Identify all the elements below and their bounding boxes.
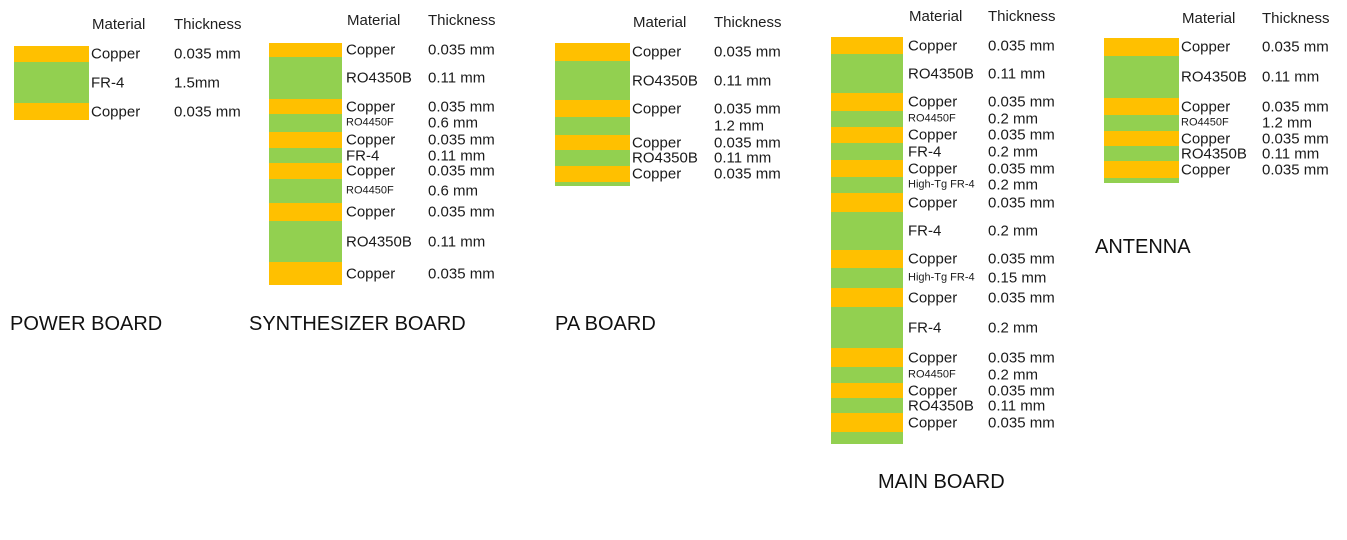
thickness-label: 0.2 mm — [988, 366, 1039, 384]
thickness-label: 0.11 mm — [714, 149, 772, 167]
dielectric-band — [14, 62, 89, 103]
copper-band — [831, 37, 903, 54]
thickness-label: 0.035 mm — [988, 126, 1055, 144]
board-power-board — [10, 0, 264, 540]
material-column-header: Material — [347, 12, 401, 29]
thickness-label: 0.2 mm — [988, 110, 1039, 128]
layer-row — [269, 132, 519, 148]
material-label: RO4450F — [346, 184, 394, 197]
thickness-label: 0.035 mm — [714, 134, 781, 151]
layer-stack — [555, 43, 805, 186]
material-label: Copper — [91, 45, 141, 63]
material-label: Copper — [908, 37, 958, 54]
thickness-column-header: Thickness — [1262, 10, 1330, 27]
layer-row — [1104, 38, 1347, 56]
copper-band — [555, 166, 630, 182]
layer-stack — [831, 37, 1081, 444]
layer-row — [831, 268, 1081, 288]
thickness-label: 0.6 mm — [428, 114, 479, 132]
layer-row — [831, 348, 1081, 367]
thickness-label: 0.11 mm — [988, 397, 1046, 414]
layer-row — [14, 46, 264, 62]
thickness-label: 0.2 mm — [988, 319, 1039, 336]
thickness-label: 0.035 mm — [1262, 130, 1329, 147]
layer-stack — [1104, 38, 1347, 183]
material-label: Copper — [1181, 161, 1231, 178]
copper-band — [831, 127, 903, 143]
layer-row — [1104, 161, 1347, 178]
copper-band — [831, 348, 903, 367]
layer-row — [831, 193, 1081, 212]
dielectric-band — [1104, 56, 1179, 98]
thickness-label: 0.035 mm — [714, 100, 781, 117]
material-label: FR-4 — [346, 147, 380, 164]
layer-row — [14, 103, 264, 120]
thickness-label: 0.035 mm — [988, 349, 1055, 366]
thickness-label: 0.035 mm — [428, 131, 495, 149]
dielectric-band — [831, 177, 903, 193]
dielectric-band — [831, 367, 903, 383]
material-label: Copper — [346, 265, 396, 282]
layer-row — [831, 177, 1081, 193]
layer-stack — [269, 43, 519, 285]
layer-row — [555, 182, 805, 186]
material-label: Copper — [908, 289, 958, 306]
layer-row — [555, 150, 805, 166]
material-label: Copper — [908, 382, 958, 399]
thickness-column-header: Thickness — [988, 8, 1056, 25]
material-label: Copper — [632, 100, 682, 117]
material-label: RO4350B — [1181, 68, 1247, 86]
copper-band — [831, 413, 903, 432]
layer-row — [1104, 115, 1347, 131]
thickness-label: 0.11 mm — [714, 72, 772, 89]
layer-row — [555, 100, 805, 117]
layer-row — [269, 262, 519, 285]
thickness-label: 0.11 mm — [1262, 145, 1320, 162]
material-label: Copper — [346, 162, 396, 180]
material-column-header: Material — [92, 16, 146, 33]
material-label: FR-4 — [908, 222, 942, 240]
thickness-label: 0.11 mm — [428, 233, 486, 250]
thickness-label: 0.11 mm — [428, 147, 486, 164]
thickness-label: 0.035 mm — [1262, 38, 1329, 56]
material-label: RO4450F — [346, 116, 394, 129]
layer-row — [269, 99, 519, 114]
layer-row — [555, 117, 805, 135]
layer-row — [555, 166, 805, 182]
layer-row — [831, 93, 1081, 111]
copper-band — [831, 383, 903, 398]
board-title: PA BOARD — [555, 313, 656, 335]
copper-band — [269, 99, 342, 114]
thickness-label: 0.035 mm — [1262, 161, 1329, 178]
copper-band — [269, 163, 342, 179]
dielectric-band — [555, 61, 630, 100]
thickness-label: 0.6 mm — [428, 182, 479, 200]
dielectric-band — [269, 114, 342, 132]
material-label: RO4350B — [632, 149, 698, 167]
dielectric-band — [831, 268, 903, 288]
board-title: SYNTHESIZER BOARD — [249, 313, 466, 335]
layer-row — [831, 212, 1081, 250]
thickness-label: 0.035 mm — [988, 250, 1055, 268]
board-pa-board — [555, 0, 805, 540]
dielectric-band — [1104, 115, 1179, 131]
dielectric-band — [831, 54, 903, 93]
layer-row — [1104, 56, 1347, 98]
dielectric-band — [269, 221, 342, 262]
thickness-label: 0.035 mm — [428, 265, 495, 282]
dielectric-band — [831, 432, 903, 444]
material-label: Copper — [632, 43, 682, 61]
thickness-label: 0.11 mm — [1262, 68, 1320, 86]
layer-row — [269, 148, 519, 163]
dielectric-band — [831, 111, 903, 127]
material-label: Copper — [908, 250, 958, 268]
layer-row — [831, 250, 1081, 268]
board-title: MAIN BOARD — [878, 471, 1005, 493]
copper-band — [14, 103, 89, 120]
layer-row — [831, 143, 1081, 160]
layer-row — [1104, 146, 1347, 161]
thickness-label: 0.2 mm — [988, 143, 1039, 160]
copper-band — [831, 160, 903, 177]
material-column-header: Material — [1182, 10, 1236, 27]
layer-row — [831, 383, 1081, 398]
layer-row — [14, 62, 264, 103]
copper-band — [555, 135, 630, 150]
dielectric-band — [269, 57, 342, 99]
thickness-column-header: Thickness — [428, 12, 496, 29]
material-label: RO4350B — [1181, 145, 1247, 162]
layer-row — [269, 179, 519, 203]
layer-row — [831, 367, 1081, 383]
thickness-label: 0.035 mm — [988, 37, 1055, 54]
dielectric-band — [831, 398, 903, 413]
thickness-column-header: Thickness — [714, 14, 782, 31]
layer-row — [831, 111, 1081, 127]
thickness-label: 0.035 mm — [988, 414, 1055, 431]
thickness-label: 0.035 mm — [988, 382, 1055, 399]
copper-band — [269, 132, 342, 148]
dielectric-band — [1104, 146, 1179, 161]
copper-band — [1104, 38, 1179, 56]
material-label: Copper — [908, 126, 958, 144]
material-label: RO4450F — [1181, 116, 1229, 129]
copper-band — [831, 288, 903, 307]
thickness-label: 0.035 mm — [988, 194, 1055, 211]
layer-row — [555, 135, 805, 150]
material-label: Copper — [1181, 38, 1231, 56]
material-label: Copper — [908, 414, 958, 431]
dielectric-band — [555, 182, 630, 186]
board-antenna — [1095, 0, 1347, 540]
thickness-label: 1.5mm — [174, 74, 220, 91]
material-label: RO4350B — [908, 397, 974, 414]
thickness-label: 0.2 mm — [988, 222, 1039, 240]
layer-row — [831, 413, 1081, 432]
layer-row — [1104, 98, 1347, 115]
layer-row — [269, 114, 519, 132]
layer-row — [269, 203, 519, 221]
layer-stack — [14, 46, 264, 120]
copper-band — [269, 203, 342, 221]
board-title: ANTENNA — [1095, 236, 1191, 258]
copper-band — [831, 250, 903, 268]
layer-row — [269, 163, 519, 179]
material-label: Copper — [908, 160, 958, 177]
thickness-label: 1.2 mm — [714, 117, 765, 135]
dielectric-band — [269, 179, 342, 203]
material-label: Copper — [908, 93, 958, 111]
copper-band — [831, 193, 903, 212]
thickness-label: 0.2 mm — [988, 176, 1039, 194]
dielectric-band — [1104, 178, 1179, 183]
thickness-label: 0.035 mm — [174, 103, 241, 120]
board-main-board — [831, 0, 1081, 540]
copper-band — [555, 43, 630, 61]
layer-row — [269, 221, 519, 262]
thickness-label: 0.035 mm — [428, 162, 495, 180]
material-label: High-Tg FR-4 — [908, 178, 975, 191]
material-column-header: Material — [909, 8, 963, 25]
thickness-label: 0.15 mm — [988, 269, 1047, 287]
material-label: Copper — [1181, 98, 1231, 115]
layer-row — [1104, 178, 1347, 183]
thickness-label: 0.035 mm — [988, 93, 1055, 111]
material-label: RO4450F — [908, 112, 956, 125]
thickness-label: 0.035 mm — [1262, 98, 1329, 115]
material-label: RO4350B — [632, 72, 698, 89]
material-label: Copper — [346, 203, 396, 221]
copper-band — [1104, 131, 1179, 146]
thickness-column-header: Thickness — [174, 16, 242, 33]
material-label: RO4350B — [908, 65, 974, 82]
layer-row — [831, 288, 1081, 307]
thickness-label: 0.11 mm — [428, 69, 486, 87]
thickness-label: 0.035 mm — [428, 203, 495, 221]
copper-band — [555, 100, 630, 117]
layer-row — [831, 54, 1081, 93]
copper-band — [1104, 161, 1179, 178]
layer-row — [831, 127, 1081, 143]
dielectric-band — [555, 117, 630, 135]
layer-row — [555, 61, 805, 100]
dielectric-band — [269, 148, 342, 163]
layer-row — [831, 398, 1081, 413]
material-label: High-Tg FR-4 — [908, 271, 975, 284]
material-label: FR-4 — [908, 319, 942, 336]
material-label: Copper — [632, 134, 682, 151]
material-label: Copper — [908, 194, 958, 211]
layer-row — [831, 307, 1081, 348]
material-label: Copper — [346, 41, 396, 59]
dielectric-band — [831, 212, 903, 250]
thickness-label: 0.035 mm — [714, 165, 781, 183]
copper-band — [269, 43, 342, 57]
material-label: Copper — [632, 165, 682, 183]
thickness-label: 0.035 mm — [988, 160, 1055, 177]
thickness-label: 0.035 mm — [428, 41, 495, 59]
copper-band — [1104, 98, 1179, 115]
dielectric-band — [831, 307, 903, 348]
copper-band — [269, 262, 342, 285]
material-label: RO4350B — [346, 69, 412, 87]
copper-band — [14, 46, 89, 62]
layer-row — [831, 160, 1081, 177]
material-label: Copper — [908, 349, 958, 366]
material-label: RO4350B — [346, 233, 412, 250]
thickness-label: 0.035 mm — [428, 98, 495, 115]
layer-row — [555, 43, 805, 61]
board-synthesizer-board — [249, 0, 519, 540]
copper-band — [831, 93, 903, 111]
thickness-label: 1.2 mm — [1262, 114, 1313, 132]
material-label: FR-4 — [91, 74, 125, 91]
material-label: Copper — [346, 131, 396, 149]
material-label: Copper — [346, 98, 396, 115]
dielectric-band — [555, 150, 630, 166]
material-label: RO4450F — [908, 368, 956, 381]
thickness-label: 0.035 mm — [174, 45, 241, 63]
material-label: Copper — [1181, 130, 1231, 147]
thickness-label: 0.035 mm — [988, 289, 1055, 306]
layer-row — [269, 57, 519, 99]
thickness-label: 0.035 mm — [714, 43, 781, 61]
dielectric-band — [831, 143, 903, 160]
thickness-label: 0.11 mm — [988, 65, 1046, 82]
material-label: Copper — [91, 103, 141, 120]
board-title: POWER BOARD — [10, 313, 163, 335]
layer-row — [831, 432, 1081, 444]
layer-row — [269, 43, 519, 57]
layer-row — [831, 37, 1081, 54]
material-label: FR-4 — [908, 143, 942, 160]
material-column-header: Material — [633, 14, 687, 31]
layer-row — [1104, 131, 1347, 146]
